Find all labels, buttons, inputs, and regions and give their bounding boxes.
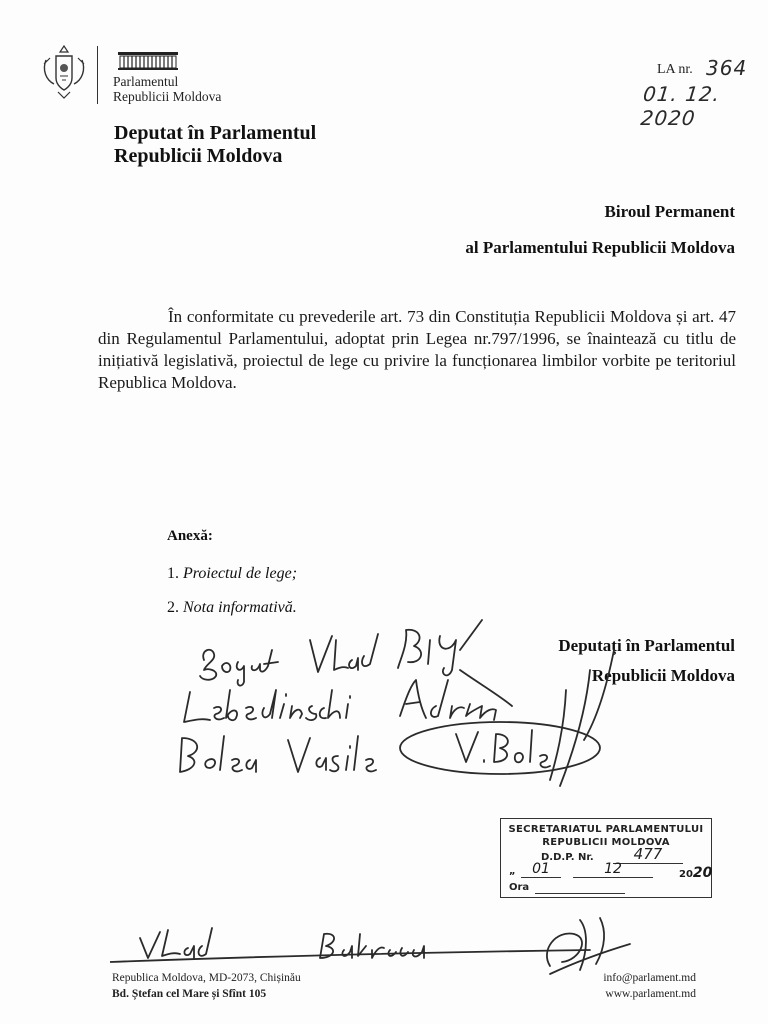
annex-item — [167, 565, 297, 583]
institution-name — [113, 74, 221, 104]
coat-of-arms-icon — [40, 42, 88, 102]
stamp-quote-mark: „ — [509, 866, 516, 877]
registration-label: LA nr. — [657, 62, 693, 77]
annex-item-text: Proiectul de lege; — [183, 565, 298, 582]
registration-number: 364 — [706, 56, 748, 80]
sender-line2: Republicii Moldova — [114, 145, 283, 167]
body-paragraph: În conformitate cu prevederile art. 73 din Constituția Republicii Moldova și art. 47 din Regulamentul Parlamentului, adoptat prin Legea nr.797/1996, se înaintează cu titlu de inițiativă legislativă, proiectul de lege cu privire la funcționarea limbilor vorbite pe teritoriul Republica Moldova. — [98, 307, 736, 392]
header-divider — [97, 46, 98, 104]
stamp-time-line — [535, 893, 625, 894]
footer-contacts — [603, 970, 696, 1002]
annex-item-number: 1. — [167, 565, 179, 582]
parliament-building-icon — [118, 50, 178, 70]
registry-stamp — [500, 818, 712, 898]
stamp-ddp-value: 477 — [613, 845, 683, 864]
footer-website[interactable]: www.parlament.md — [605, 988, 696, 1000]
stamp-time-label: Ora — [509, 882, 530, 893]
stamp-line1: SECRETARIATUL PARLAMENTULUI — [508, 824, 704, 835]
stamp-day: 01 — [521, 861, 561, 878]
annex-title: Anexă: — [167, 528, 213, 544]
signature-block-line1: Deputați în Parlamentul — [558, 636, 735, 655]
handwritten-signatures — [160, 610, 630, 790]
stamp-year — [679, 865, 712, 881]
stamp-line2: REPUBLICII MOLDOVA — [542, 837, 670, 848]
stamp-month: 12 — [573, 861, 653, 878]
stamp-year-prefix: 20 — [679, 869, 693, 880]
footer-address — [112, 970, 301, 1002]
footer-email[interactable]: info@parlament.md — [603, 972, 696, 984]
footer-address-line2: Bd. Ștefan cel Mare și Sfînt 105 — [112, 988, 267, 1000]
annex-item-number: 2. — [167, 599, 179, 616]
addressee-line2: al Parlamentului Republicii Moldova — [465, 238, 735, 257]
institution-line2: Republicii Moldova — [113, 89, 222, 104]
stamp-ddp-label: D.D.P. Nr. — [541, 852, 594, 863]
stamp-year-suffix: 20 — [692, 865, 713, 881]
signature-block-line2: Republicii Moldova — [591, 666, 735, 685]
institution-line1: Parlamentul — [113, 74, 179, 89]
sender-line1: Deputat în Parlamentul — [114, 122, 317, 144]
sender-title — [114, 122, 316, 168]
registration-date: 01. 12. 2020 — [639, 82, 722, 130]
stamp-date-row — [509, 861, 713, 882]
footer-address-line1: Republica Moldova, MD-2073, Chișinău — [112, 972, 301, 984]
addressee-line1: Biroul Permanent — [604, 202, 735, 221]
annex-item-text: Nota informativă. — [183, 599, 297, 616]
